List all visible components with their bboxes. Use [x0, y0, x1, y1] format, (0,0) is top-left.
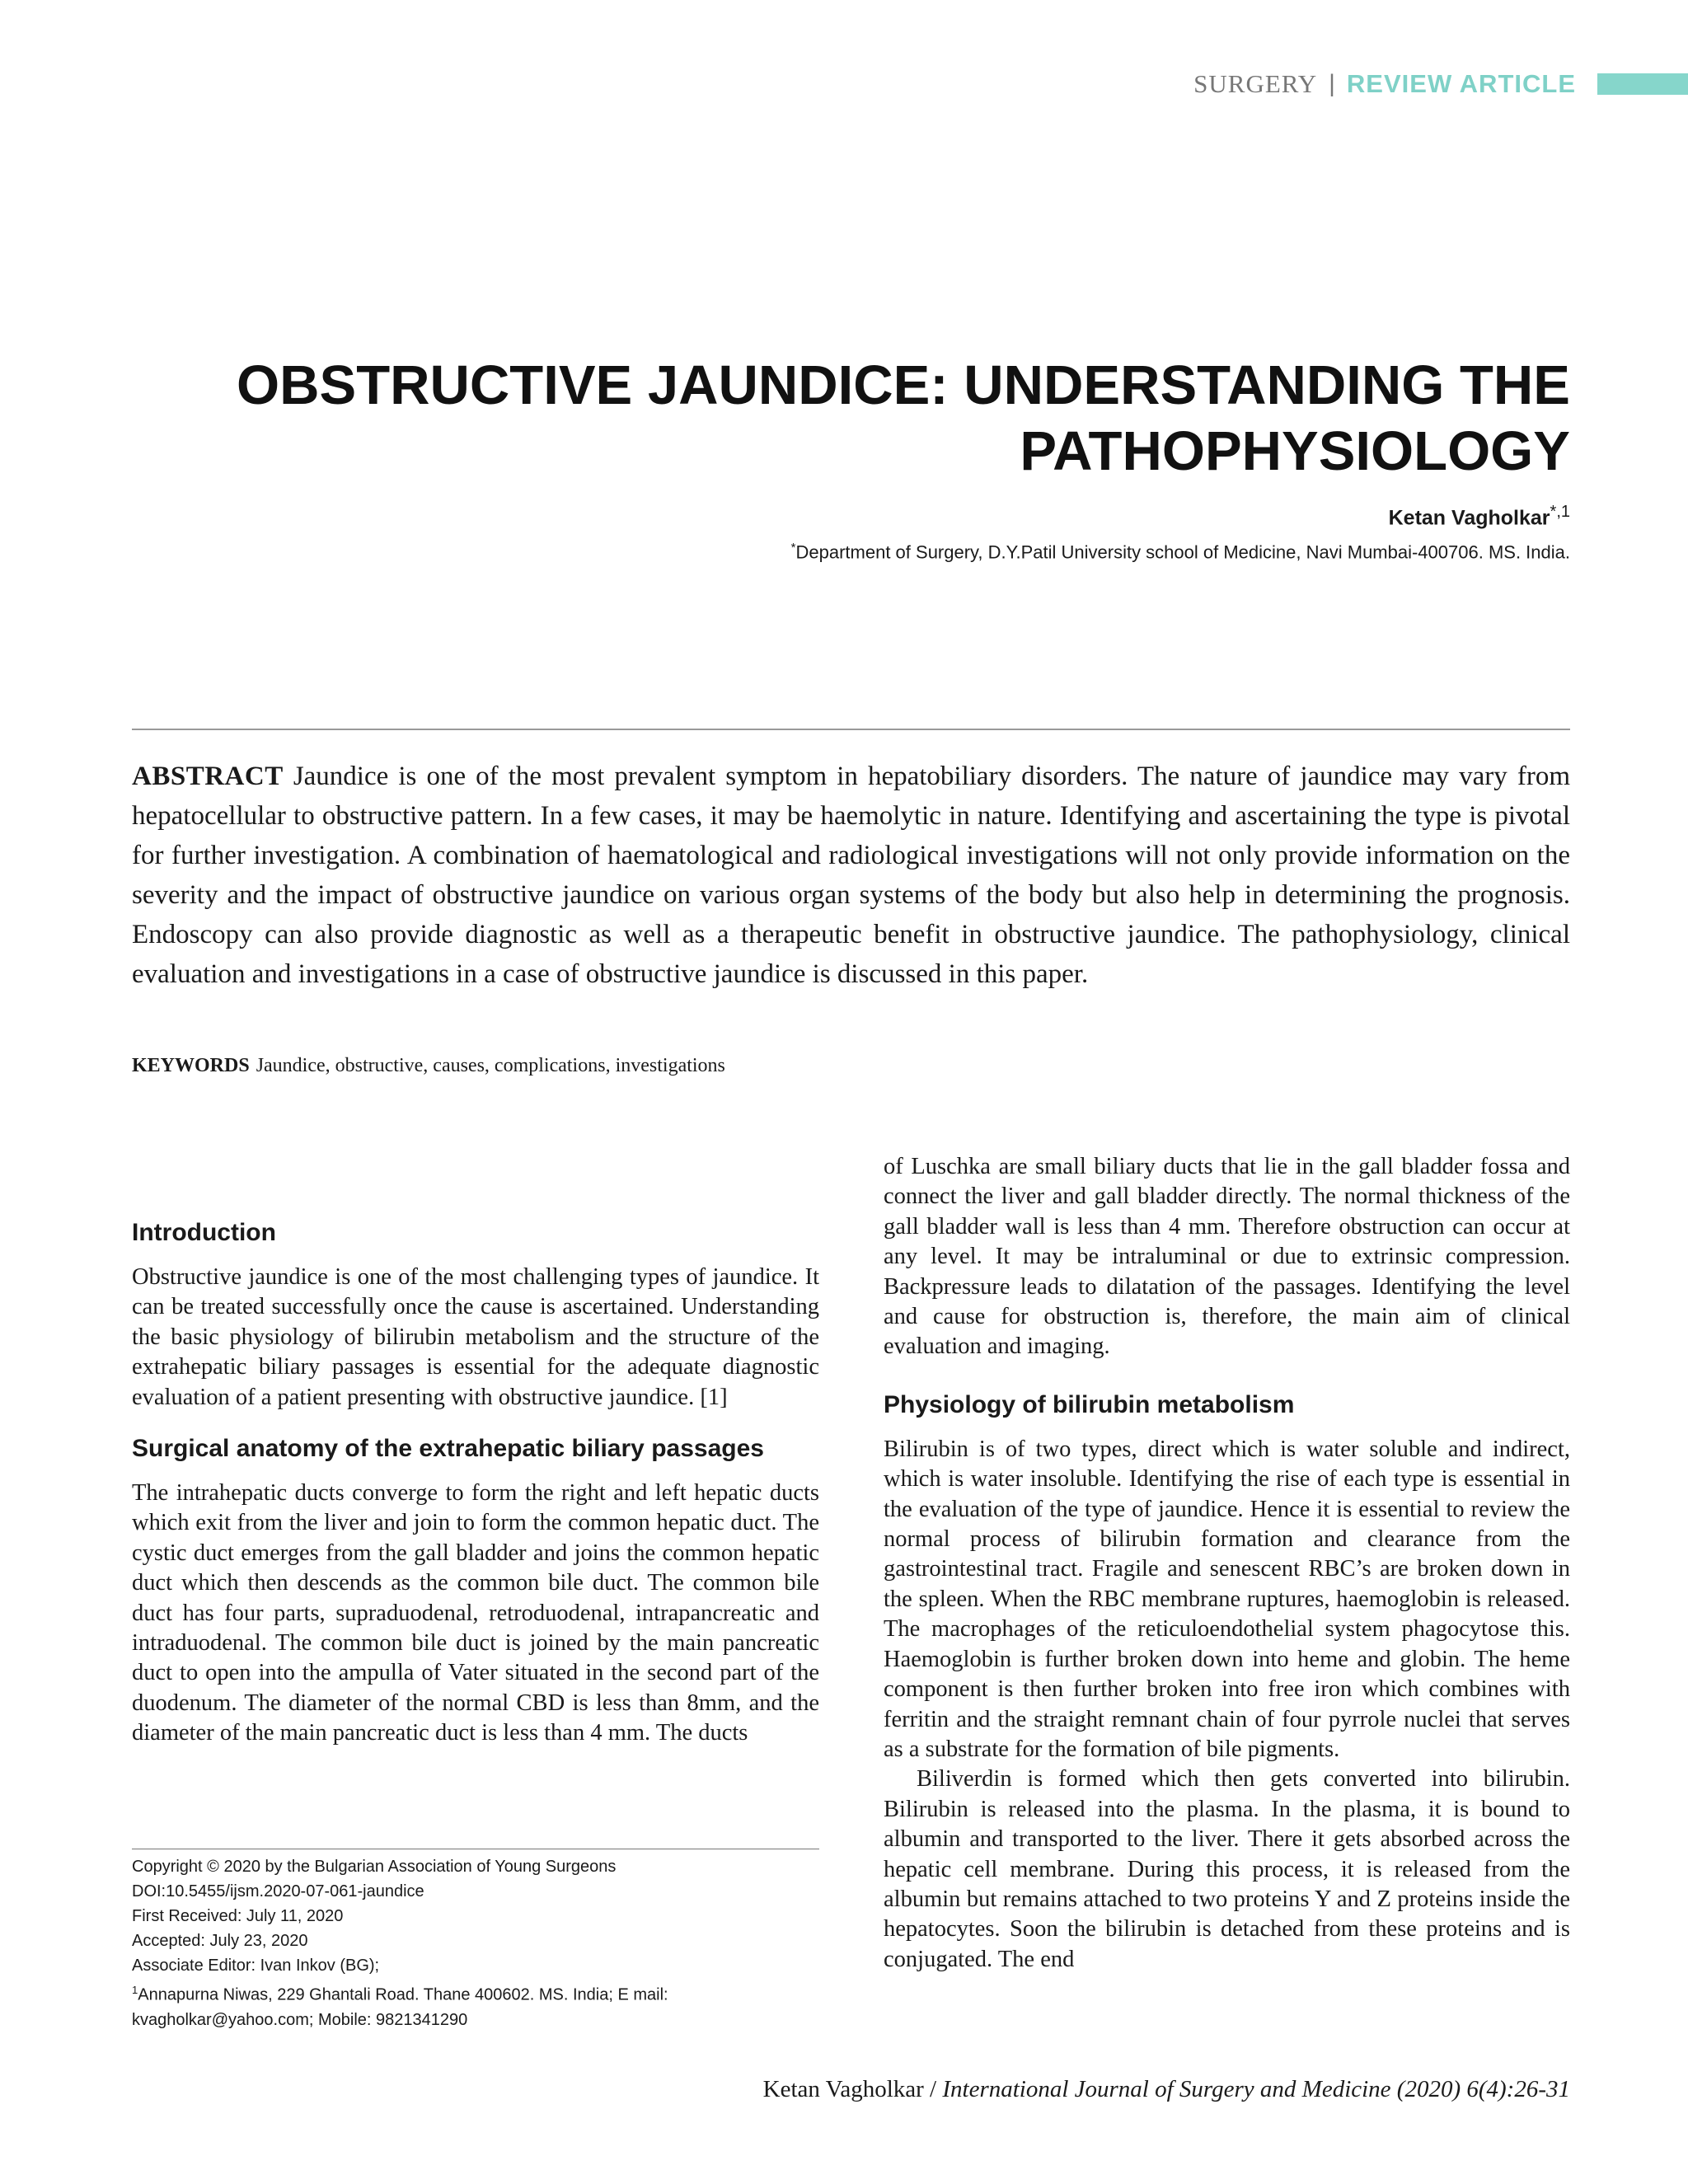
author-line [1389, 503, 1570, 530]
heading-introduction: Introduction [132, 1219, 276, 1246]
keywords-text: Jaundice, obstructive, causes, complications, investigations [256, 1055, 725, 1076]
abstract-label: ABSTRACT [132, 762, 284, 791]
affiliation [791, 541, 1570, 563]
footer-separator: / [930, 2076, 937, 2102]
article-title: OBSTRUCTIVE JAUNDICE: UNDERSTANDING THE PATHOPHYSIOLOGY [237, 354, 1570, 482]
left-column [132, 1218, 819, 1749]
footer-author: Ketan Vagholkar [762, 2076, 924, 2102]
heading-surgical-anatomy: Surgical anatomy of the extrahepatic biliary passages [132, 1435, 764, 1463]
keywords-label: KEYWORDS [132, 1055, 250, 1076]
anatomy-paragraph: The intrahepatic ducts converge to form the right and left hepatic ducts which exit from the liver and join to form the common hepatic duct. The cystic duct emerges from the gall bladder and joins the common hepatic duct which then descends as the common bile duct. The common bile duct has four parts, supraduodenal, retroduodenal, intrapancreatic and intraduodenal. The common bile duct is joined by the main pancreatic duct to open into the ampulla of Vater situated in the second part of the duodenum. The diameter of the normal CBD is less than 8mm, and the diameter of the main pancreatic duct is less than 4 mm. The ducts [132, 1480, 819, 1746]
divider [132, 729, 1570, 730]
section-label: SURGERY [1193, 69, 1318, 98]
associate-editor: Associate Editor: Ivan Inkov (BG); [132, 1957, 380, 1975]
right-column [884, 1152, 1570, 1975]
accent-bar [1597, 73, 1688, 95]
address-line: $^1$Annapurna Niwas, 229 Ghantali Road. Thane 400602. MS. India; E mail: [132, 1984, 668, 2004]
contact-line: kvagholkar@yahoo.com; Mobile: 9821341290 [132, 2010, 468, 2029]
physiology-paragraph-2: Biliverdin is formed which then gets converted into bilirubin. Bilirubin is released into the plasma. In the plasma, it is bound to albumin and transported to the liver. There it gets absorbed across the hepatic cell membrane. During this process, it is released from the albumin but remains attached to two proteins Y and Z proteins inside the hepatocytes. Soon the bilirubin is detached from these proteins and is conjugated. The end [884, 1766, 1570, 1972]
received-date: First Received: July 11, 2020 [132, 1907, 344, 1925]
affiliation-mark: * [790, 541, 796, 555]
author-name: Ketan Vagholkar [1388, 506, 1550, 530]
footer-journal: International Journal of Surgery and Medicine (2020) 6(4):26-31 [942, 2076, 1570, 2102]
heading-physiology: Physiology of bilirubin metabolism [884, 1390, 1295, 1418]
header-separator: | [1329, 70, 1335, 97]
anatomy-paragraph-continued: of Luschka are small biliary ducts that lie in the gall bladder fossa and connect the liver and gall bladder directly. The normal thickness of the gall bladder wall is less than 4 mm. Therefore obstruction can occur at any level. It may be intraluminal or due to extrinsic compression. Backpressure leads to dilatation of the passages. Identifying the level and cause for obstruction is, therefore, the main aim of clinical evaluation and imaging. [884, 1154, 1570, 1360]
doi-line: DOI:10.5455/ijsm.2020-07-061-jaundice [132, 1882, 424, 1900]
article-type-label: REVIEW ARTICLE [1346, 69, 1576, 98]
footnotes [132, 1854, 819, 2032]
physiology-paragraph-1: Bilirubin is of two types, direct which is water soluble and indirect, which is water insoluble. Identifying the rise of each type is essential in the evaluation of the type of jaundice. Hence it is essential to review the normal process of bilirubin formation and clearance from the gastrointestinal tract. Fragile and senescent RBC’s are broken down in the spleen. When the RBC membrane ruptures, haemoglobin is released. The macrophages of the reticuloendothelial system phagocytose this. Haemoglobin is further broken down into heme and globin. The heme component is then further broken into free iron which combines with ferritin and the straight remnant chain of four pyrrole nuclei that serves as a substrate for the formation of bile pigments. [884, 1436, 1570, 1762]
accepted-date: Accepted: July 23, 2020 [132, 1932, 308, 1950]
abstract [132, 757, 1570, 994]
copyright-line: Copyright © 2020 by the Bulgarian Association of Young Surgeons [132, 1858, 617, 1876]
intro-paragraph: Obstructive jaundice is one of the most challenging types of jaundice. It can be treated successfully once the cause is ascertained. Understanding the basic physiology of bilirubin metabolism and the structure of the extrahepatic biliary passages is essential for the adequate diagnostic evaluation of a patient presenting with obstructive jaundice. [1] [132, 1264, 819, 1410]
author-marks: *,1 [1550, 503, 1570, 521]
address-mark: 1 [132, 1984, 138, 1996]
abstract-text: Jaundice is one of the most prevalent symptom in hepatobiliary disorders. The nature of jaundice may vary from hepatocellular to obstructive pattern. In a few cases, it may be haemolytic in nature. Identifying and ascertaining the type is pivotal for further investigation. A combination of haematological and radiological investigations will not only provide information on the severity and the impact of obstructive jaundice on various organ systems of the body but also help in determining the prognosis. Endoscopy can also provide diagnostic as well as a therapeutic benefit in obstructive jaundice. The pathophysiology, clinical evaluation and investigations in a case of obstructive jaundice is discussed in this paper. [132, 762, 1570, 989]
keywords [132, 1055, 725, 1077]
affiliation-text: Department of Surgery, D.Y.Patil University school of Medicine, Navi Mumbai-400706. MS. India. [795, 541, 1570, 563]
page-footer [763, 2076, 1570, 2103]
running-header [1193, 68, 1688, 101]
